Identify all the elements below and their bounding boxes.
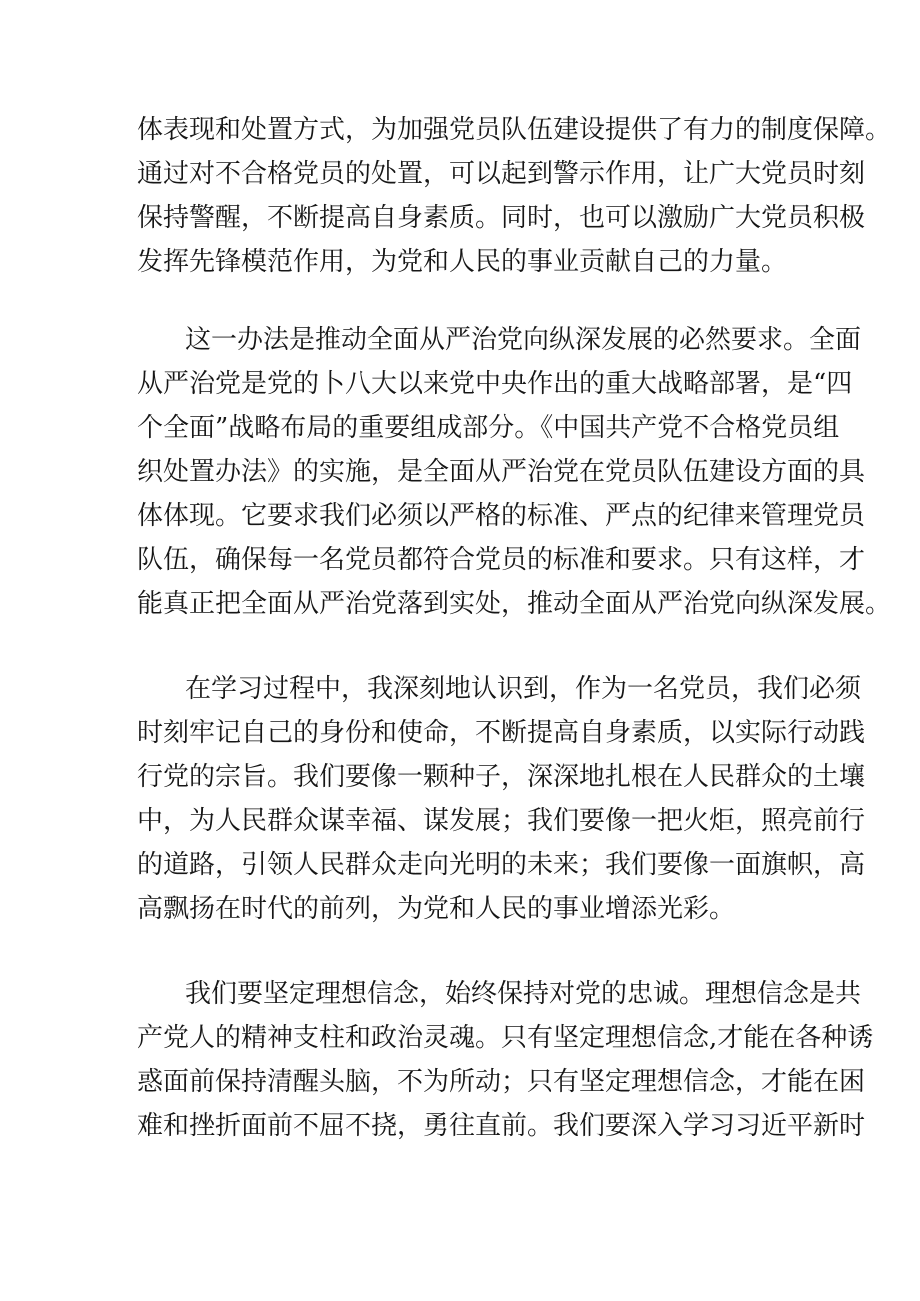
- paragraph-3: [137, 667, 866, 931]
- text-line: 难和挫折面前不屈不挠，勇往直前。我们要深入学习习近平新时: [137, 1111, 866, 1141]
- text-line: 高飘扬在时代的前列，为党和人民的事业增添光彩。: [137, 894, 736, 924]
- text-line: 这一办法是推动全面从严治党向纵深发展的必然要求。全面: [185, 325, 862, 355]
- text-line: 从严治党是党的卜八大以来党中央作出的重大战略部署，是“四: [137, 369, 853, 399]
- text-line: 中，为人民群众谋幸福、谋发展；我们要像一把火炬，照亮前行: [137, 806, 866, 836]
- text-line: 队伍，确保每一名党员都符合党员的标准和要求。只有这样，才: [137, 545, 866, 575]
- text-line: 体体现。它要求我们必须以严格的标准、严点的纪律来管理党员: [137, 501, 866, 531]
- text-line: 保持警醒，不断提高自身素质。同时，也可以激励广大党员积极: [137, 203, 866, 233]
- text-line: 通过对不合格党员的处置，可以起到警示作用，让广大党员时刻: [137, 159, 866, 189]
- text-line: 的道路，引领人民群众走向光明的未来；我们要像一面旗帜，高: [137, 850, 866, 880]
- text-line: 产党人的精神支柱和政治灵魂。只有坚定理想信念,才能在各种诱: [137, 1023, 874, 1053]
- text-line: 体表现和处置方式，为加强党员队伍建设提供了有力的制度保障。: [137, 115, 892, 145]
- text-line: 行党的宗旨。我们要像一颗种子，深深地扎根在人民群众的土壤: [137, 762, 866, 792]
- text-line: 我们要坚定理想信念，始终保持对党的忠诚。理想信念是共: [185, 979, 862, 1009]
- text-line: 在学习过程中，我深刻地认识到，作为一名党员，我们必须: [185, 674, 862, 704]
- paragraph-2: [137, 318, 892, 626]
- text-line: 时刻牢记自己的身份和使命，不断提高自身素质，以实际行动践: [137, 718, 866, 748]
- paragraph-4: [137, 972, 874, 1148]
- text-line: 个全面”战略布局的重要组成部分。《中国共产党不合格党员组: [137, 413, 840, 443]
- text-line: 能真正把全面从严治党落到实处，推动全面从严治党向纵深发展。: [137, 589, 892, 619]
- text-line: 织处置办法》的实施，是全面从严治党在党员队伍建设方面的具: [137, 457, 866, 487]
- text-line: 发挥先锋模范作用，为党和人民的事业贡献自己的力量。: [137, 247, 788, 277]
- paragraph-1: [137, 108, 892, 284]
- text-line: 惑面前保持清醒头脑，不为所动；只有坚定理想信念，才能在困: [137, 1067, 866, 1097]
